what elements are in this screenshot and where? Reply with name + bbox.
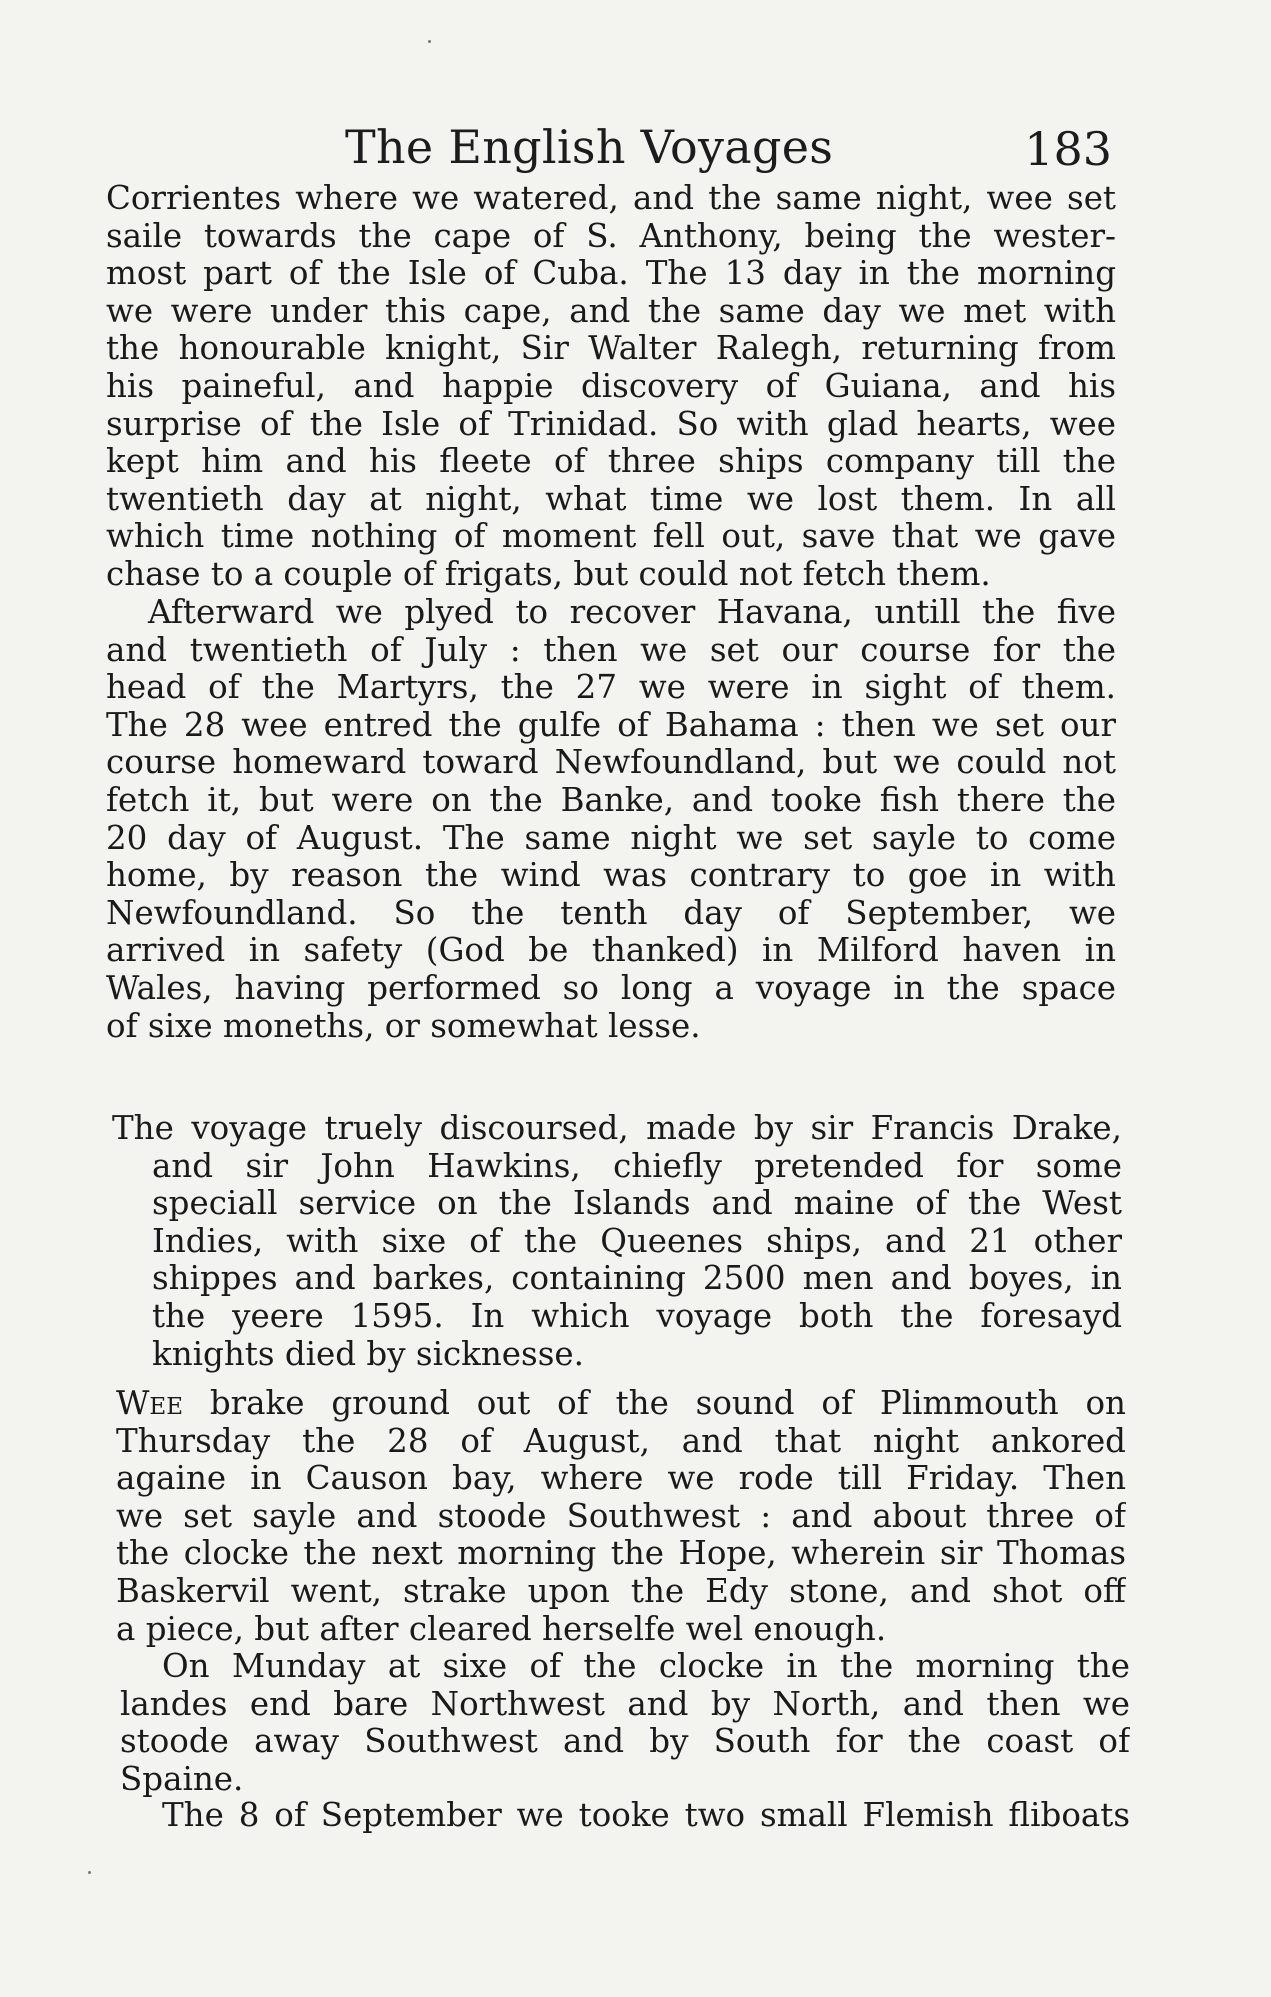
text-line: arrived in safety (God be thanked) in Milford haven in <box>106 932 1116 970</box>
text-line: Wales, having performed so long a voyage in the space <box>106 969 1116 1007</box>
running-title: The English Voyages <box>345 120 834 174</box>
text-line: head of the Martyrs, the 27 we were in sight of them. <box>106 669 1116 707</box>
text-line: home, by reason the wind was contrary to goe in with <box>106 857 1116 895</box>
text-line: Thursday the 28 of August, and that night ankored <box>116 1422 1126 1460</box>
section-heading <box>112 1110 1122 1373</box>
text-line: most part of the Isle of Cuba. The 13 day in the morning <box>106 255 1116 293</box>
heading-line: The voyage truely discoursed, made by sir Francis Drake, <box>112 1110 1122 1147</box>
heading-line: Indies, with sixe of the Queenes ships, and 21 other <box>152 1222 1122 1260</box>
text-line: his paineful, and happie discovery of Guiana, and his <box>106 367 1116 405</box>
drop-word: Wee <box>116 1385 183 1422</box>
text-line: saile towards the cape of S. Anthony, being the wester- <box>106 217 1116 255</box>
text-line: Baskervil went, strake upon the Edy stone, and shot off <box>116 1572 1126 1610</box>
text-line: which time nothing of moment fell out, save that we gave <box>106 518 1116 556</box>
text-line: On Munday at sixe of the clocke in the morning the <box>162 1648 1130 1685</box>
text-line: the honourable knight, Sir Walter Ralegh, returning from <box>106 330 1116 368</box>
text-line: The 8 of September we tooke two small Flemish fliboats <box>162 1797 1130 1834</box>
text-line: we were under this cape, and the same day we met with <box>106 292 1116 330</box>
heading-line: knights died by sicknesse. <box>152 1335 584 1373</box>
text-line: twentieth day at night, what time we lost them. In all <box>106 480 1116 518</box>
paragraph-1 <box>106 180 1116 594</box>
text-line: the clocke the next morning the Hope, wherein sir Thomas <box>116 1535 1126 1573</box>
paragraph-3 <box>116 1385 1126 1648</box>
text-line: fetch it, but were on the Banke, and tooke fish there the <box>106 781 1116 819</box>
text-line: The 28 wee entred the gulfe of Bahama : then we set our <box>106 706 1116 744</box>
text-line-first <box>116 1385 1126 1423</box>
text-line: of sixe moneths, or somewhat lesse. <box>106 1007 701 1045</box>
text-line: surprise of the Isle of Trinidad. So with glad hearts, wee <box>106 405 1116 443</box>
paragraph-5 <box>120 1797 1130 1835</box>
heading-line: and sir John Hawkins, chiefly pretended for some <box>152 1147 1122 1185</box>
text-line: Afterward we plyed to recover Havana, untill the five <box>148 594 1116 631</box>
text-line: stoode away Southwest and by South for the coast of <box>120 1723 1130 1761</box>
text-line: Corrientes where we watered, and the same night, wee set <box>106 180 1116 217</box>
paper-speck <box>88 1871 91 1874</box>
heading-line: speciall service on the Islands and maine of the West <box>152 1185 1122 1223</box>
text-line: chase to a couple of frigats, but could not fetch them. <box>106 555 991 593</box>
text-line: we set sayle and stoode Southwest : and about three of <box>116 1497 1126 1535</box>
text-line: a piece, but after cleared herselfe wel enough. <box>116 1610 887 1648</box>
text-line: Newfoundland. So the tenth day of September, we <box>106 894 1116 932</box>
text-line-rest: brake ground out of the sound of Plimmouth on <box>182 1385 1126 1422</box>
text-line: course homeward toward Newfoundland, but we could not <box>106 744 1116 782</box>
text-line: Spaine. <box>120 1760 244 1798</box>
text-line: againe in Causon bay, where we rode till Friday. Then <box>116 1460 1126 1498</box>
paragraph-2 <box>106 594 1116 1045</box>
text-line: landes end bare Northwest and by North, and then we <box>120 1685 1130 1723</box>
heading-line: shippes and barkes, containing 2500 men and boyes, in <box>152 1260 1122 1298</box>
text-line: and twentieth of July : then we set our course for the <box>106 631 1116 669</box>
text-line: kept him and his fleete of three ships company till the <box>106 443 1116 481</box>
text-line: 20 day of August. The same night we set sayle to come <box>106 819 1116 857</box>
running-head <box>100 112 1112 182</box>
heading-line: the yeere 1595. In which voyage both the foresayd <box>152 1297 1122 1335</box>
paper-speck <box>428 40 431 43</box>
page-number: 183 <box>1024 122 1112 176</box>
paragraph-4 <box>120 1648 1130 1798</box>
